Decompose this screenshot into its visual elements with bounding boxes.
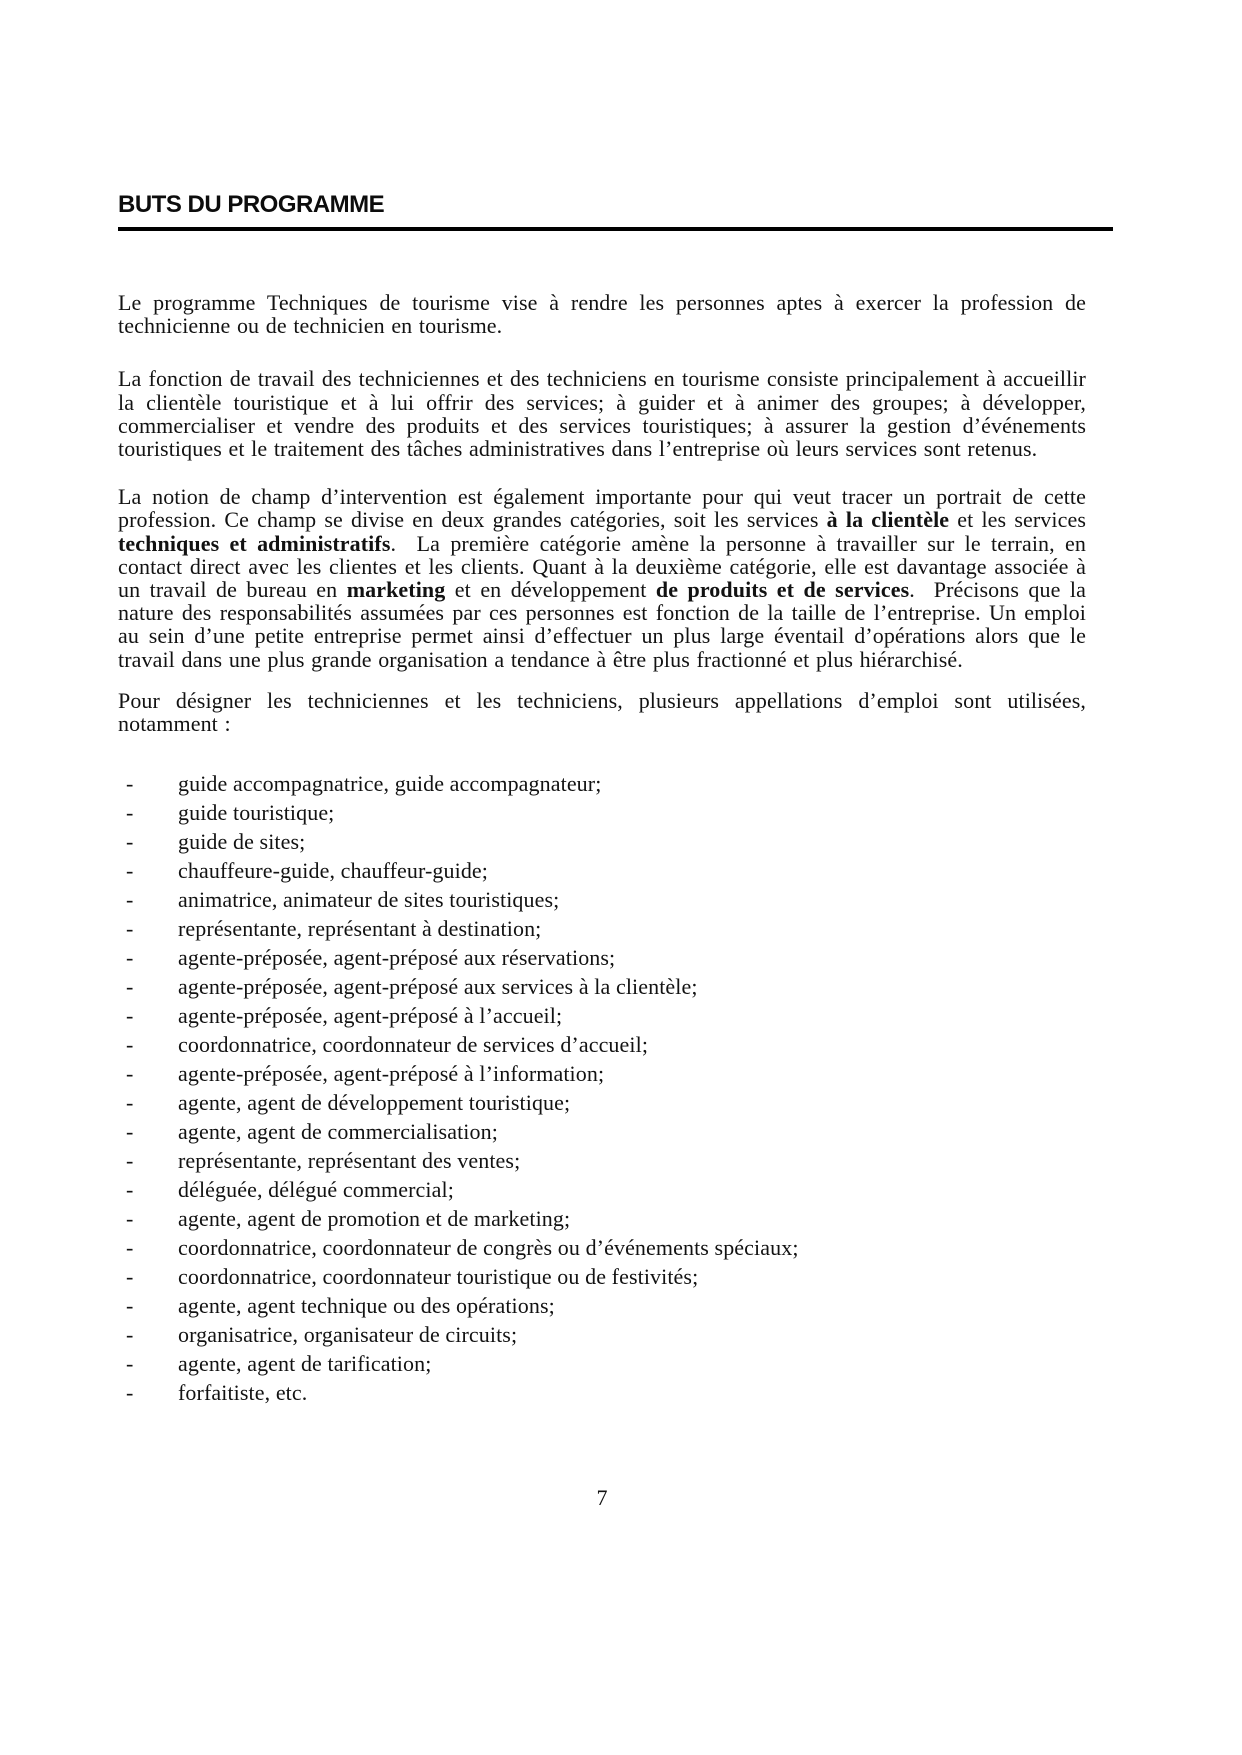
dash-marker: - [126, 887, 134, 913]
dash-marker: - [126, 1119, 134, 1145]
dash-marker: - [126, 1148, 134, 1174]
dash-marker: - [126, 829, 134, 855]
dash-marker: - [126, 771, 134, 797]
list-item-text: agente-préposée, agent-préposé à l’accueil; [178, 1003, 563, 1029]
list-item [118, 769, 1086, 798]
list-item-text: agente, agent de développement touristique; [178, 1090, 571, 1116]
list-item-text: coordonnatrice, coordonnateur touristique ou de festivités; [178, 1264, 699, 1290]
list-item-text: déléguée, délégué commercial; [178, 1177, 454, 1203]
list-item [118, 1349, 1086, 1378]
list-item [118, 1320, 1086, 1349]
list-item [118, 1175, 1086, 1204]
list-item-text: agente, agent de commercialisation; [178, 1119, 498, 1145]
page-title: BUTS DU PROGRAMME [118, 191, 385, 218]
list-item [118, 1233, 1086, 1262]
list-item [118, 885, 1086, 914]
list-item [118, 943, 1086, 972]
list-item-text: organisatrice, organisateur de circuits; [178, 1322, 518, 1348]
list-item-text: guide touristique; [178, 800, 335, 826]
list-item-text: coordonnatrice, coordonnateur de services d’accueil; [178, 1032, 649, 1058]
dash-marker: - [126, 1177, 134, 1203]
list-item [118, 798, 1086, 827]
dash-marker: - [126, 800, 134, 826]
text-segment-bold: de produits et de services [655, 577, 910, 603]
text-segment: La notion de champ d’intervention est également importante pour qui veut tracer un portrait de cette profession. Ce champ se divise en deux grandes catégories, soit les services [118, 484, 1086, 533]
text-segment-bold: techniques et administratifs [118, 530, 391, 556]
dash-marker: - [126, 1235, 134, 1261]
text-segment: . Précisons que la nature des responsabilités assumées par ces personnes est fonction de la taille de l’entreprise. Un emploi au sein d’une petite entreprise permet ainsi d’effectuer un plus large éventail d’opérations alors que le travail dans une plus grande organisation a tendance à être plus fractionné et plus hiérarchisé. [118, 577, 1087, 672]
dash-marker: - [126, 1380, 134, 1406]
list-item [118, 972, 1086, 1001]
page-number: 7 [596, 1485, 608, 1510]
dash-marker: - [126, 1090, 134, 1116]
dash-marker: - [126, 858, 134, 884]
list-item-text: guide accompagnatrice, guide accompagnateur; [178, 771, 602, 797]
dash-marker: - [126, 1003, 134, 1029]
list-item-text: animatrice, animateur de sites touristiques; [178, 887, 560, 913]
job-titles-list [118, 769, 1086, 1407]
list-item-text: agente, agent de promotion et de marketing; [178, 1206, 571, 1232]
dash-marker: - [126, 1293, 134, 1319]
list-item-text: agente-préposée, agent-préposé à l’information; [178, 1061, 605, 1087]
dash-marker: - [126, 945, 134, 971]
list-item-text: guide de sites; [178, 829, 306, 855]
text-segment: . La première catégorie amène la personne à travailler sur le terrain, en contact direct avec les clientes et les clients. Quant à la deuxième catégorie, elle est davantage associée à un travail de bureau en [118, 530, 1086, 603]
paragraph-work-function: La fonction de travail des techniciennes et des techniciens en tourisme consiste principalement à accueillir la clientèle touristique et à lui offrir des services; à guider et à animer des groupes; à développer, commercialiser et vendre des produits et des services touristiques; à assurer la gestion d’événements touristiques et le traitement des tâches administratives dans l’entreprise où leurs services sont retenus. [118, 366, 1086, 462]
dash-marker: - [126, 916, 134, 942]
list-item-text: coordonnatrice, coordonnateur de congrès ou d’événements spéciaux; [178, 1235, 799, 1261]
page-content [118, 192, 1113, 1407]
list-item-text: agente, agent technique ou des opérations; [178, 1293, 555, 1319]
list-item-text: chauffeure-guide, chauffeur-guide; [178, 858, 488, 884]
list-item [118, 827, 1086, 856]
list-item [118, 1291, 1086, 1320]
dash-marker: - [126, 1032, 134, 1058]
list-item [118, 1030, 1086, 1059]
list-item [118, 1088, 1086, 1117]
list-item [118, 1204, 1086, 1233]
list-item-text: représentante, représentant des ventes; [178, 1148, 521, 1174]
title-underline [118, 227, 1113, 231]
list-item [118, 1117, 1086, 1146]
text-segment-bold: à la clientèle [826, 507, 950, 533]
list-item-text: forfaitiste, etc. [178, 1380, 308, 1406]
dash-marker: - [126, 974, 134, 1000]
dash-marker: - [126, 1351, 134, 1377]
list-item [118, 1262, 1086, 1291]
dash-marker: - [126, 1264, 134, 1290]
list-item [118, 1378, 1086, 1407]
paragraph-program-goal: Le programme Techniques de tourisme vise à rendre les personnes aptes à exercer la profession de technicienne ou de technicien en tourisme. [118, 290, 1086, 339]
list-item-text: agente-préposée, agent-préposé aux services à la clientèle; [178, 974, 698, 1000]
text-segment: et en développement [445, 577, 656, 603]
dash-marker: - [126, 1061, 134, 1087]
list-item-text: représentante, représentant à destination; [178, 916, 542, 942]
paragraph-intervention-field [118, 485, 1086, 671]
list-item-text: agente-préposée, agent-préposé aux réservations; [178, 945, 616, 971]
list-item [118, 1146, 1086, 1175]
dash-marker: - [126, 1322, 134, 1348]
text-segment: et les services [949, 507, 1086, 533]
list-item [118, 914, 1086, 943]
paragraph-job-titles-intro: Pour désigner les techniciennes et les techniciens, plusieurs appellations d’emploi sont utilisées, notamment : [118, 687, 1086, 737]
dash-marker: - [126, 1206, 134, 1232]
list-item-text: agente, agent de tarification; [178, 1351, 432, 1377]
text-segment-bold: marketing [346, 577, 446, 603]
list-item [118, 1001, 1086, 1030]
list-item [118, 856, 1086, 885]
list-item [118, 1059, 1086, 1088]
